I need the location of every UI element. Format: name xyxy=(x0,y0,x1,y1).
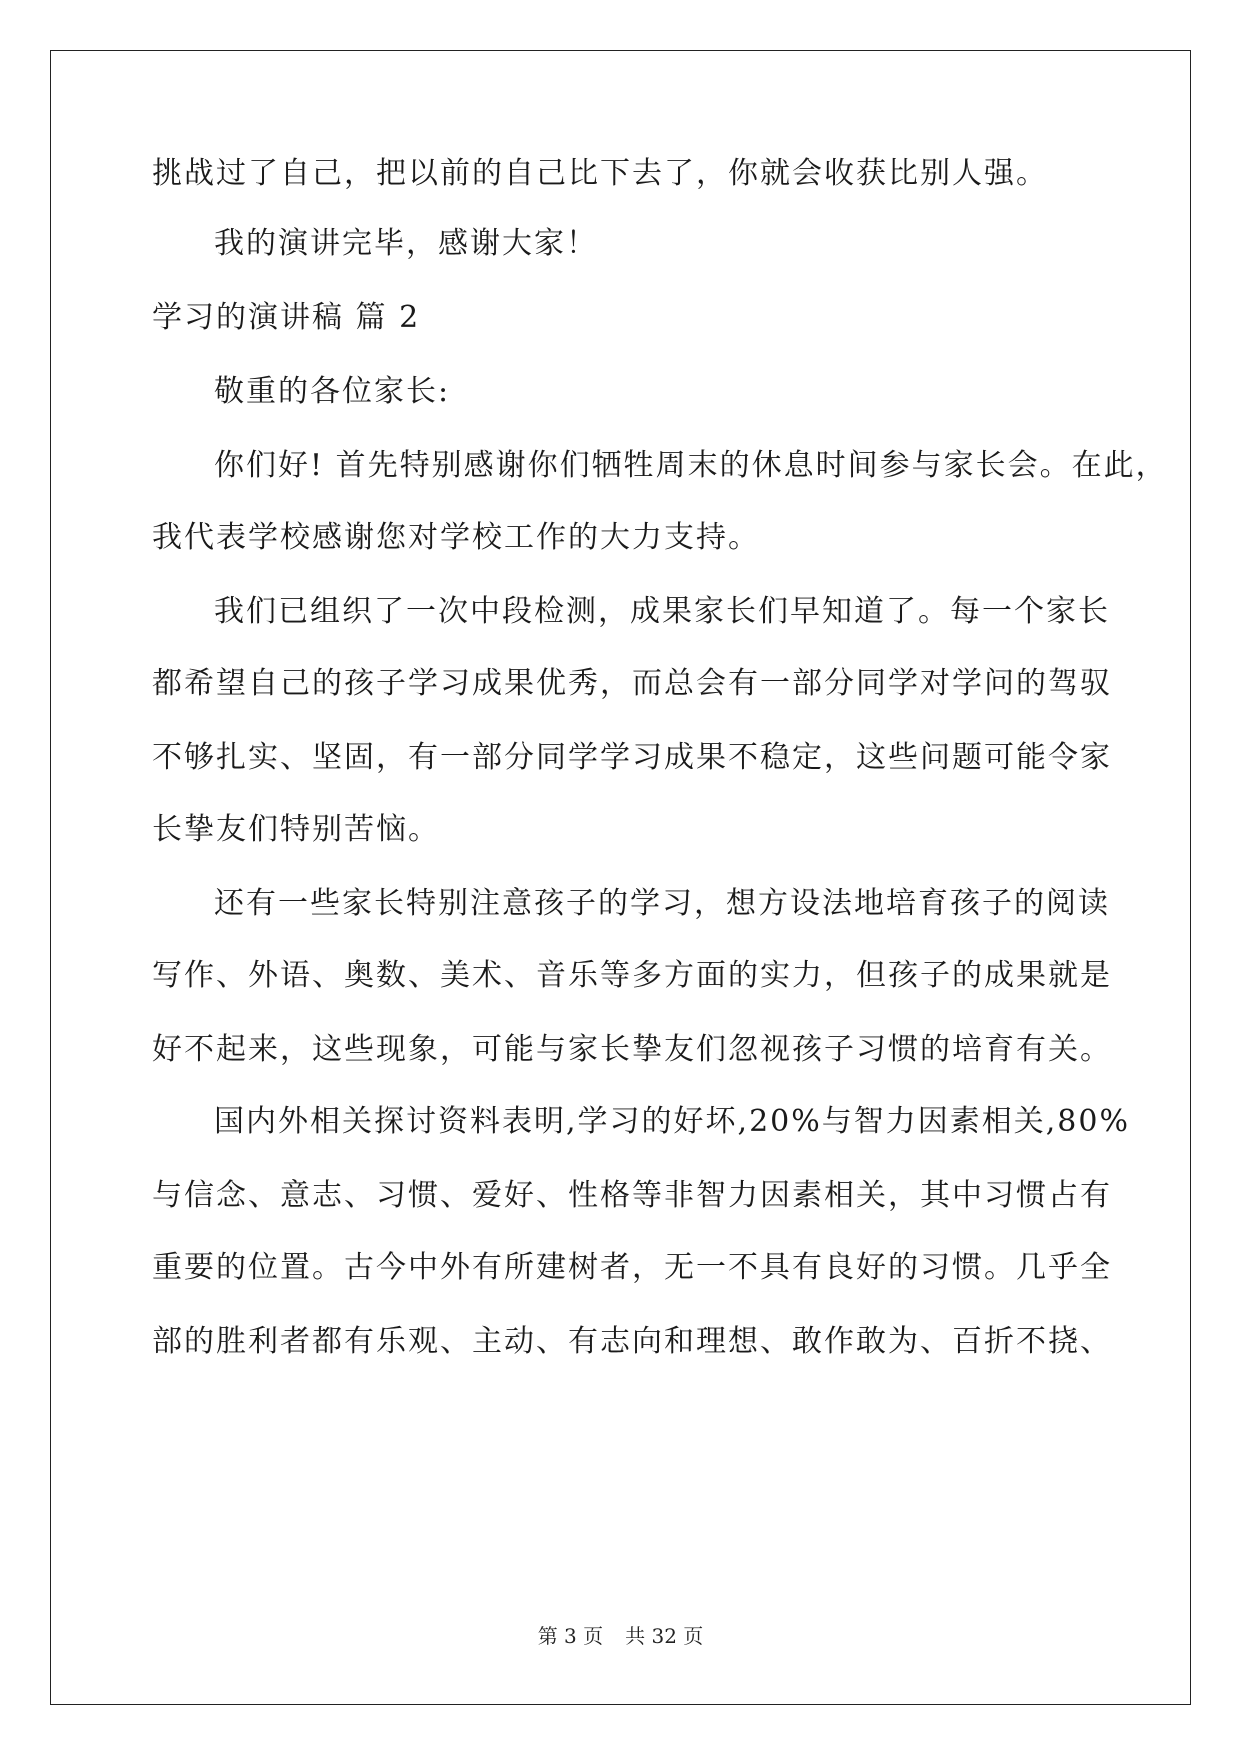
page-number: 第 3 页 xyxy=(537,1624,604,1648)
text-line-7: 我们已组织了一次中段检测，成果家长们早知道了。每一个家长 xyxy=(214,594,1110,629)
text-line-5: 你们好! 首先特别感谢你们牺牲周末的休息时间参与家长会。在此， xyxy=(214,448,1168,483)
text-line-9: 不够扎实、坚固，有一部分同学学习成果不稳定，这些问题可能令家 xyxy=(152,740,1112,775)
text-line-6: 我代表学校感谢您对学校工作的大力支持。 xyxy=(152,520,760,555)
page-footer xyxy=(0,1623,1241,1649)
text-line-16: 重要的位置。古今中外有所建树者，无一不具有良好的习惯。几乎全 xyxy=(152,1250,1112,1285)
text-line-15: 与信念、意志、习惯、爱好、性格等非智力因素相关，其中习惯占有 xyxy=(152,1178,1112,1213)
text-line-14: 国内外相关探讨资料表明,学习的好坏,20%与智力因素相关,80% xyxy=(214,1104,1130,1139)
text-line-2: 我的演讲完毕，感谢大家！ xyxy=(214,226,598,261)
text-line-8: 都希望自己的孩子学习成果优秀，而总会有一部分同学对学问的驾驭 xyxy=(152,666,1112,701)
text-line-12: 写作、外语、奥数、美术、音乐等多方面的实力，但孩子的成果就是 xyxy=(152,958,1112,993)
section-heading: 学习的演讲稿 篇 2 xyxy=(152,300,421,335)
text-line-17: 部的胜利者都有乐观、主动、有志向和理想、敢作敢为、百折不挠、 xyxy=(152,1324,1112,1359)
page-total: 共 32 页 xyxy=(625,1624,704,1648)
salutation-line: 敬重的各位家长: xyxy=(214,374,451,409)
text-line-11: 还有一些家长特别注意孩子的学习，想方设法地培育孩子的阅读 xyxy=(214,886,1110,921)
text-line-10: 长挚友们特别苦恼。 xyxy=(152,812,440,847)
text-line-1: 挑战过了自己，把以前的自己比下去了，你就会收获比别人强。 xyxy=(152,156,1048,191)
text-line-13: 好不起来，这些现象，可能与家长挚友们忽视孩子习惯的培育有关。 xyxy=(152,1032,1112,1067)
